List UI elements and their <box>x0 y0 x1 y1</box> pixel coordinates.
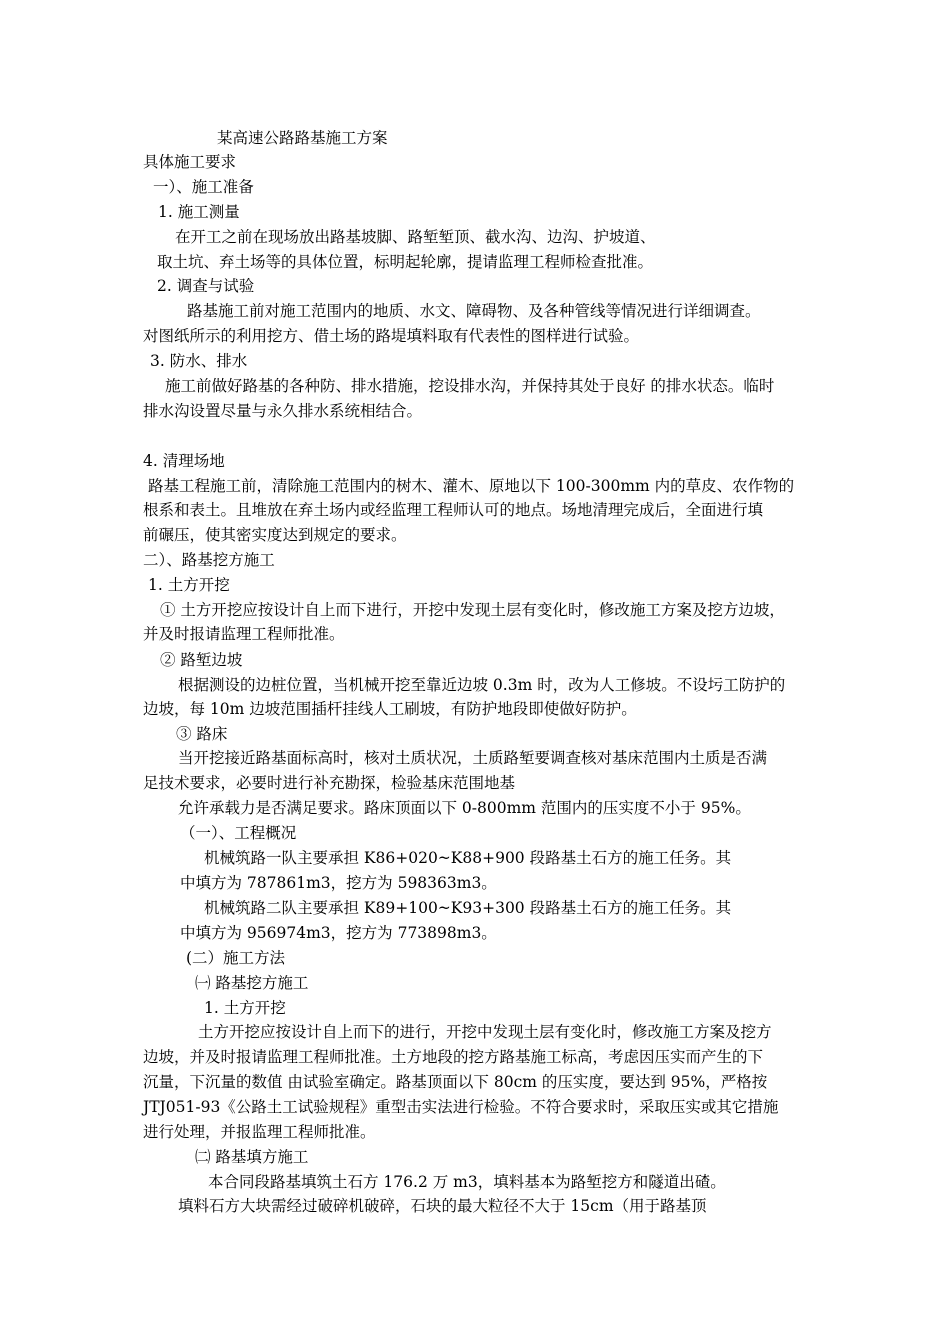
text-line: （一）、工程概况 <box>180 824 297 842</box>
text-line: ② 路堑边坡 <box>160 651 243 669</box>
text-line: 4. 清理场地 <box>143 452 225 470</box>
text-line: 施工前做好路基的各种防、排水措施，挖设排水沟，并保持其处于良好 的排水状态。临时 <box>165 377 775 395</box>
text-line: JTJ051-93《公路土工试验规程》重型击实法进行检验。不符合要求时，采取压实或其它措施 <box>143 1098 779 1116</box>
text-line: 根系和表土。且堆放在弃土场内或经监理工程师认可的地点。场地清理完成后，全面进行填 <box>143 501 764 519</box>
text-line: (二）施工方法 <box>186 949 286 967</box>
text-line: 边坡，并及时报请监理工程师批准。土方地段的挖方路基施工标高，考虑因压实而产生的下 <box>143 1048 764 1066</box>
document-title: 某高速公路路基施工方案 <box>217 129 388 147</box>
text-line: 机械筑路二队主要承担 K89+100~K93+300 段路基土石方的施工任务。其 <box>204 899 732 917</box>
text-line: 足技术要求，必要时进行补充勘探，检验基床范围地基 <box>143 774 516 792</box>
text-line: 土方开挖应按设计自上而下的进行，开挖中发现土层有变化时，修改施工方案及挖方 <box>198 1023 772 1041</box>
text-line: 1. 施工测量 <box>158 203 240 221</box>
text-line: 具体施工要求 <box>143 153 237 171</box>
text-line: 沉量，下沉量的数值 由试验室确定。路基顶面以下 80cm 的压实度，要达到 95%，严格按 <box>143 1073 768 1091</box>
text-line: 填料石方大块需经过破碎机破碎，石块的最大粒径不大于 15cm（用于路基顶 <box>178 1197 707 1215</box>
text-line: 并及时报请监理工程师批准。 <box>143 625 345 643</box>
text-line: 边坡，每 10m 边坡范围插杆挂线人工刷坡，有防护地段即使做好防护。 <box>143 700 637 718</box>
text-line: 取土坑、弃土场等的具体位置，标明起轮廓，提请监理工程师检查批准。 <box>157 253 654 271</box>
text-line: 前碾压，使其密实度达到规定的要求。 <box>143 526 407 544</box>
text-line: 中填方为 787861m3，挖方为 598363m3。 <box>180 874 497 892</box>
text-line: ③ 路床 <box>176 725 228 743</box>
text-line: ① 土方开挖应按设计自上而下进行，开挖中发现土层有变化时，修改施工方案及挖方边坡， <box>160 601 785 619</box>
text-line: 1. 土方开挖 <box>148 576 230 594</box>
text-line: 3. 防水、排水 <box>150 352 248 370</box>
text-line: ㈡ 路基填方施工 <box>195 1148 309 1166</box>
text-line: 2. 调查与试验 <box>157 277 255 295</box>
text-line: 排水沟设置尽量与永久排水系统相结合。 <box>143 402 423 420</box>
text-line: 路基施工前对施工范围内的地质、水文、障碍物、及各种管线等情况进行详细调查。 <box>187 302 761 320</box>
text-line: 路基工程施工前，清除施工范围内的树木、灌木、原地以下 100-300mm 内的草皮、农作物的 <box>148 477 795 495</box>
text-line: 当开挖接近路基面标高时，核对土质状况，土质路堑要调查核对基床范围内土质是否满 <box>178 749 768 767</box>
text-line: ㈠ 路基挖方施工 <box>195 974 309 992</box>
text-line: 对图纸所示的利用挖方、借土场的路堤填料取有代表性的图样进行试验。 <box>143 327 640 345</box>
text-line: 中填方为 956974m3，挖方为 773898m3。 <box>180 924 497 942</box>
text-line: 根据测设的边桩位置，当机械开挖至靠近边坡 0.3m 时，改为人工修坡。不设圬工防护的 <box>178 676 786 694</box>
text-line: 一）、施工准备 <box>153 178 254 196</box>
text-line: 本合同段路基填筑土石方 176.2 万 m3，填料基本为路堑挖方和隧道出碴。 <box>208 1173 726 1191</box>
text-line: 1. 土方开挖 <box>204 999 286 1017</box>
text-line: 机械筑路一队主要承担 K86+020~K88+900 段路基土石方的施工任务。其 <box>204 849 732 867</box>
text-line: 进行处理，并报监理工程师批准。 <box>143 1123 376 1141</box>
text-line: 在开工之前在现场放出路基坡脚、路堑堑顶、截水沟、边沟、护坡道、 <box>175 228 656 246</box>
text-line: 允许承载力是否满足要求。路床顶面以下 0-800mm 范围内的压实度不小于 95%。 <box>178 799 751 817</box>
text-line: 二）、路基挖方施工 <box>143 551 275 569</box>
